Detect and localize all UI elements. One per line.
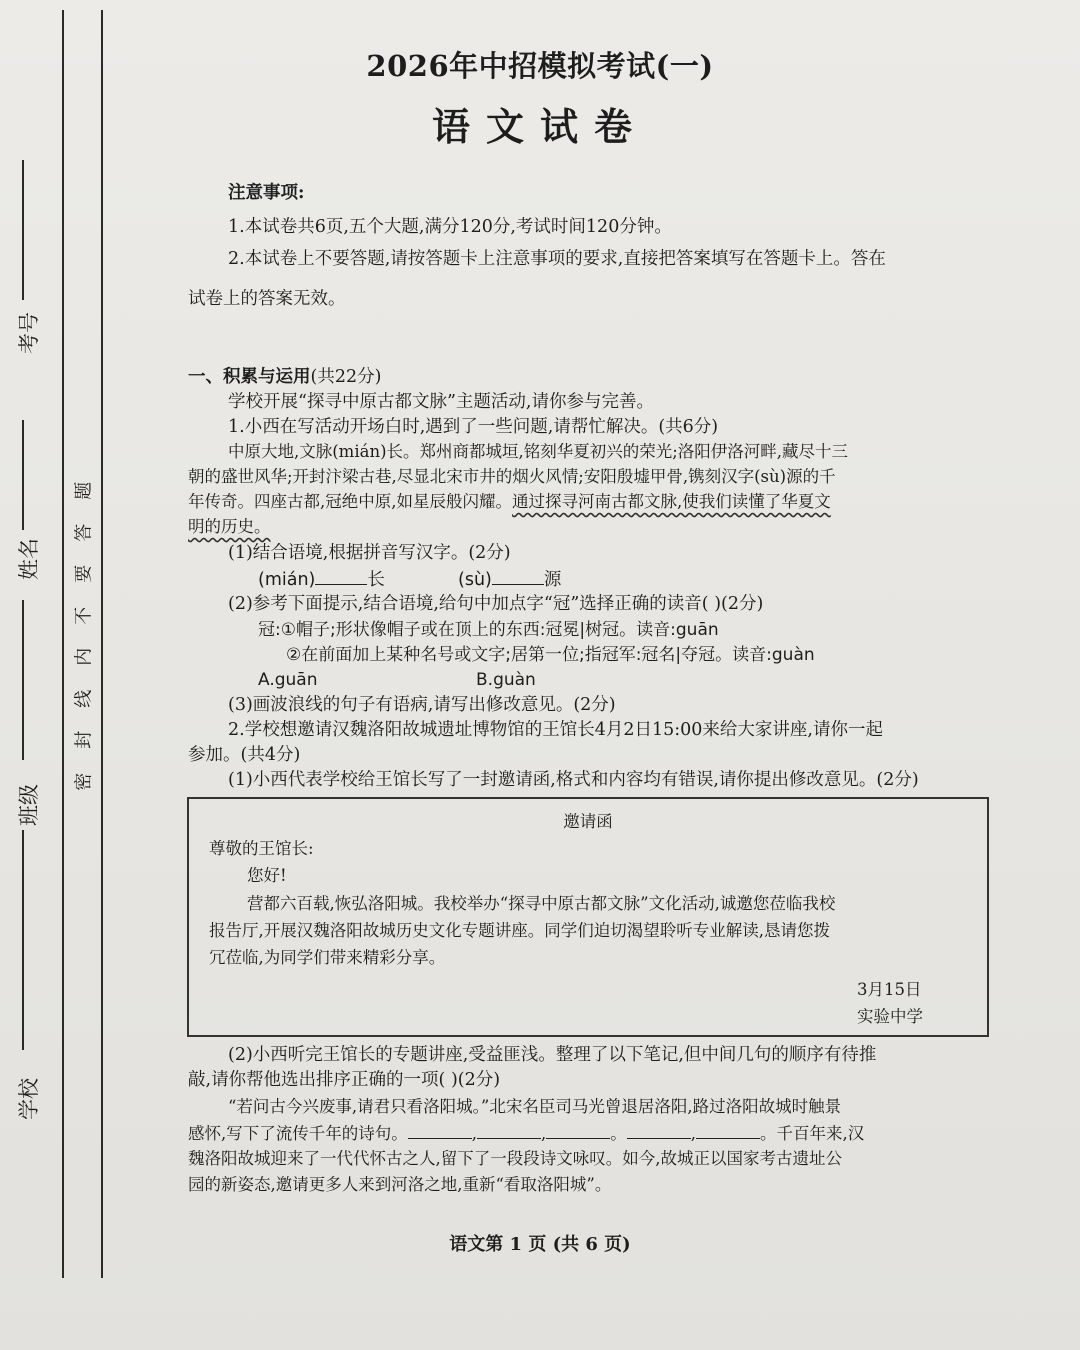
binding-line-outer — [62, 10, 64, 1278]
question-2-title-cont: 参加。(共4分) — [188, 745, 301, 765]
hint-line-1: 冠:①帽子;形状像帽子或在顶上的东西:冠冕|树冠。读音:guān — [258, 620, 719, 640]
passage-line: 中原大地,文脉(mián)长。郑州商都城垣,铭刻华夏初兴的荣光;洛阳伊洛河畔,藏尽十三 — [228, 442, 849, 461]
letter-title: 邀请函 — [563, 812, 613, 831]
class-blank — [22, 600, 24, 760]
option-b: B.guàn — [476, 670, 536, 690]
note-line: 园的新姿态,邀请更多人来到河洛之地,重新“看取洛阳城”。 — [188, 1175, 612, 1194]
passage-line: 年传奇。四座古都,冠绝中原,如星辰般闪耀。通过探寻河南古都文脉,使我们读懂了华夏文 — [188, 492, 831, 511]
question-1-1: (1)结合语境,根据拼音写汉字。(2分) — [228, 543, 511, 563]
hint-line-2: ②在前面加上某种名号或文字;居第一位;指冠军:冠名|夺冠。读音:guàn — [286, 645, 815, 665]
exam-subtitle: 语文试卷 — [431, 104, 648, 149]
letter-salutation: 尊敬的王馆长: — [209, 839, 314, 858]
answer-blank[interactable] — [408, 1120, 472, 1139]
note-line: 感怀,写下了流传千年的诗句。 , , 。 , 。千百年来,汉 — [188, 1120, 864, 1147]
answer-blank[interactable] — [696, 1120, 760, 1139]
exam-title: 2026年中招模拟考试(一) — [366, 49, 714, 83]
seal-line-notice: 题 答 要 不 内 线 封 密 — [73, 481, 95, 791]
letter-date: 3月15日 — [857, 980, 922, 999]
question-2-2-cont: 敲,请你帮他选出排序正确的一项( )(2分) — [188, 1070, 501, 1090]
school-blank — [22, 830, 24, 1050]
answer-blank[interactable] — [315, 566, 367, 585]
pinyin-blank-a: (mián) 长 — [258, 566, 385, 593]
name-field: 姓名 — [17, 538, 41, 580]
letter-greeting: 您好! — [247, 866, 287, 885]
passage-line: 朝的盛世风华;开封汴梁古巷,尽显北宋市井的烟火风情;安阳殷墟甲骨,镌刻汉字(sù)源的千 — [188, 467, 836, 486]
section-1-heading: 一、积累与运用(共22分) — [188, 367, 382, 387]
letter-body: 报告厅,开展汉魏洛阳故城历史文化专题讲座。同学们迫切渴望聆听专业解读,恳请您拨 — [209, 921, 830, 940]
question-1-2: (2)参考下面提示,结合语境,给句中加点字“冠”选择正确的读音( )(2分) — [228, 594, 764, 614]
notice-item-2: 2.本试卷上不要答题,请按答题卡上注意事项的要求,直接把答案填写在答题卡上。答在 — [228, 249, 886, 269]
passage-line — [188, 514, 271, 540]
answer-blank[interactable] — [477, 1120, 541, 1139]
invitation-letter-box — [187, 797, 989, 1037]
student-id-field: 考号 — [17, 312, 41, 354]
name-blank — [22, 420, 24, 530]
note-line: 魏洛阳故城迎来了一代代怀古之人,留下了一段段诗文咏叹。如今,故城正以国家考古遗址公 — [188, 1149, 842, 1168]
answer-blank[interactable] — [492, 566, 544, 585]
class-field: 班级 — [17, 784, 41, 826]
notice-item-2-cont: 试卷上的答案无效。 — [188, 289, 346, 309]
answer-blank[interactable] — [627, 1120, 691, 1139]
question-1-title: 1.小西在写活动开场白时,遇到了一些问题,请帮忙解决。(共6分) — [228, 417, 719, 437]
note-line: “若问古今兴废事,请君只看洛阳城。”北宋名臣司马光曾退居洛阳,路过洛阳故城时触景 — [228, 1097, 842, 1116]
activity-intro: 学校开展“探寻中原古都文脉”主题活动,请你参与完善。 — [228, 392, 654, 412]
letter-body: 营都六百载,恢弘洛阳城。我校举办“探寻中原古都文脉”文化活动,诚邀您莅临我校 — [247, 894, 836, 913]
student-id-blank — [22, 160, 24, 300]
letter-body: 冗莅临,为同学们带来精彩分享。 — [209, 948, 446, 967]
notice-item-1: 1.本试卷共6页,五个大题,满分120分,考试时间120分钟。 — [228, 217, 672, 237]
question-2-2: (2)小西听完王馆长的专题讲座,受益匪浅。整理了以下笔记,但中间几句的顺序有待推 — [228, 1045, 877, 1065]
wavy-sentence: 通过探寻河南古都文脉,使我们读懂了华夏文 — [512, 492, 831, 511]
binding-line-inner — [101, 10, 103, 1278]
school-field: 学校 — [17, 1078, 41, 1120]
question-2-title: 2.学校想邀请汉魏洛阳故城遗址博物馆的王馆长4月2日15:00来给大家讲座,请你一起 — [228, 720, 883, 740]
answer-blank[interactable] — [546, 1120, 610, 1139]
notice-heading: 注意事项: — [228, 183, 305, 203]
question-2-1: (1)小西代表学校给王馆长写了一封邀请函,格式和内容均有错误,请你提出修改意见。(2分) — [228, 770, 919, 790]
option-a: A.guān — [258, 670, 318, 690]
wavy-sentence-cont: 明的历史。 — [188, 517, 271, 536]
page-number: 语文第 1 页 (共 6 页) — [449, 1234, 631, 1255]
letter-signature: 实验中学 — [857, 1007, 923, 1026]
question-1-3: (3)画波浪线的句子有语病,请写出修改意见。(2分) — [228, 695, 616, 715]
pinyin-blank-b: (sù) 源 — [458, 566, 561, 593]
